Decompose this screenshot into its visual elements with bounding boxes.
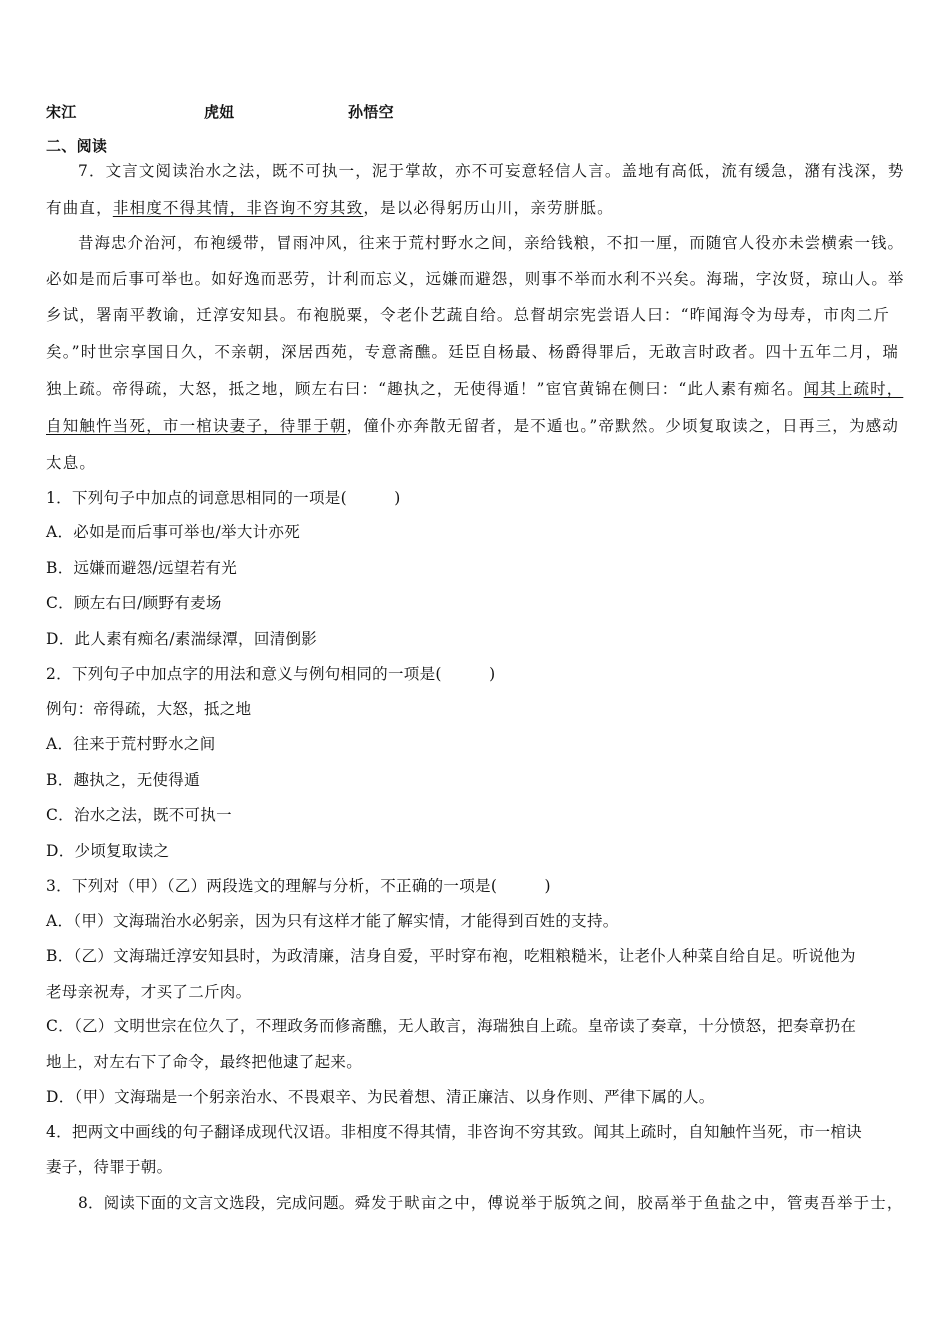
q3-option-b-line-2: 老母亲祝寿，才买了二斤肉。 [46, 983, 252, 1001]
passage-line-7: 太息。 [46, 454, 97, 472]
q1-option-d: D．此人素有痴名/素湍绿潭，回清倒影 [46, 630, 318, 648]
passage-line-5-text: 独上疏。帝得疏，大怒，抵之地，顾左右曰：“趣执之，无使得遁！”宦官黄锦在侧曰：“此人素有痴名。 [46, 380, 804, 398]
q2-option-a: A．往来于荒村野水之间 [46, 735, 216, 753]
q7-intro-line-2 [46, 198, 614, 218]
q8-passage-start: 舜发于畎亩之中，傅说举于版筑之间，胶鬲举于鱼盐之中，管夷吾举于士， [354, 1194, 904, 1212]
passage-line-3: 乡试，署南平教谕，迁淳安知县。布袍脱粟，令老仆艺蔬自给。总督胡宗宪尝语人曰：“昨闻海令为母寿，市肉二斤 [46, 306, 891, 324]
q7-intro-text-a: 有曲直， [46, 199, 113, 217]
q4-line-2: 妻子，待罪于朝。 [46, 1158, 173, 1176]
q7-underlined-sentence-2b: 自知触忤当死，市一棺诀妻子，待罪于朝 [46, 417, 347, 435]
name-sun-wukong: 孙悟空 [348, 103, 394, 121]
q8-line-1 [78, 1193, 904, 1213]
passage-line-6 [46, 416, 899, 436]
passage-line-2: 必如是而后事可举也。如好逸而恶劳，计利而忘义，远嫌而避怨，则事不举而水利不兴矣。海瑞，字汝贤，琼山人。举 [46, 270, 905, 288]
q7-underlined-sentence-1: 非相度不得其情，非咨询不穷其致 [112, 199, 364, 217]
q2-option-d: D．少顷复取读之 [46, 842, 170, 860]
q1-option-b: B．远嫌而避怨/远望若有光 [46, 559, 238, 577]
q2-option-b: B．趣执之，无使得遁 [46, 771, 200, 789]
q2-stem: 2．下列句子中加点字的用法和意义与例句相同的一项是( ) [46, 665, 496, 683]
name-song-jiang: 宋江 [46, 103, 77, 121]
q8-instruction: 8．阅读下面的文言文选段，完成问题。 [78, 1194, 355, 1212]
q3-option-b-line-1: B．（乙）文海瑞迁淳安知县时，为政清廉，洁身自爱，平时穿布袍，吃粗粮糙米，让老仆人种菜自给自足。听说他为 [46, 947, 856, 965]
q3-stem: 3．下列对（甲）（乙）两段选文的理解与分析，不正确的一项是( ) [46, 877, 551, 895]
q3-option-c-line-2: 地上，对左右下了命令，最终把他逮了起来。 [46, 1053, 363, 1071]
q1-stem: 1．下列句子中加点的词意思相同的一项是( ) [46, 489, 401, 507]
q1-option-a: A．必如是而后事可举也/举大计亦死 [46, 523, 301, 541]
q7-underlined-sentence-2a: 闻其上疏时， [803, 380, 904, 398]
passage-line-6-text: ，僮仆亦奔散无留者，是不遁也。”帝默然。少顷复取读之，日再三，为感动 [346, 417, 900, 435]
q7-intro-line-1: 7．文言文阅读治水之法，既不可执一，泥于掌故，亦不可妄意轻信人言。盖地有高低，流有缓急，潴有浅深，势 [78, 162, 905, 180]
q7-intro-text-b: ，是以必得躬历山川，亲劳胼胝。 [363, 199, 614, 217]
passage-line-5 [46, 379, 903, 399]
q2-example: 例句：帝得疏，大怒，抵之地 [46, 700, 252, 718]
section-title: 二、阅读 [46, 137, 108, 155]
name-hu-niu: 虎妞 [204, 103, 235, 121]
q2-option-c: C．治水之法，既不可执一 [46, 806, 232, 824]
q3-option-d: D．（甲）文海瑞是一个躬亲治水、不畏艰辛、为民着想、清正廉洁、以身作则、严律下属的人。 [46, 1088, 715, 1106]
q1-option-c: C．顾左右曰/顾野有麦场 [46, 594, 222, 612]
passage-line-4: 矣。”时世宗享国日久，不亲朝，深居西苑，专意斋醮。廷臣自杨最、杨爵得罪后，无敢言时政者。四十五年二月，瑞 [46, 343, 900, 361]
q3-option-a: A．（甲）文海瑞治水必躬亲，因为只有这样才能了解实情，才能得到百姓的支持。 [46, 912, 619, 930]
q4-line-1: 4．把两文中画线的句子翻译成现代汉语。非相度不得其情，非咨询不穷其致。闻其上疏时，自知触忤当死，市一棺诀 [46, 1123, 862, 1141]
passage-line-1: 昔海忠介治河，布袍缓带，冒雨冲风，往来于荒村野水之间，亲给钱粮，不扣一厘，而随官人役亦未尝横索一钱。 [78, 234, 905, 252]
q3-option-c-line-1: C．（乙）文明世宗在位久了，不理政务而修斋醮，无人敢言，海瑞独自上疏。皇帝读了奏章，十分愤怒，把奏章扔在 [46, 1017, 857, 1035]
